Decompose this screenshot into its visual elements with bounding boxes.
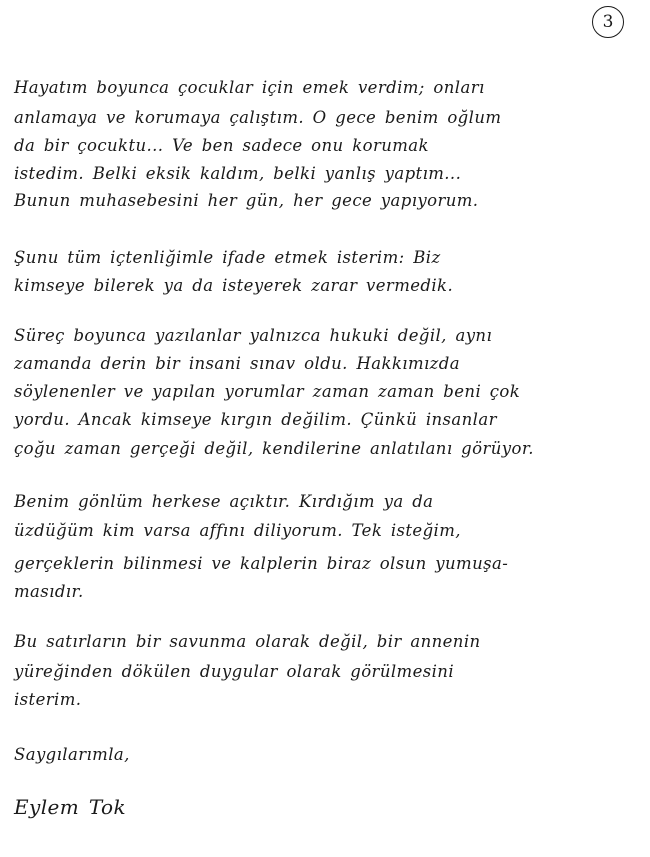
letter-line: Şunu tüm içtenliğimle ifade etmek isterim: Biz — [14, 248, 441, 267]
letter-line: istedim. Belki eksik kaldım, belki yanlış yaptım... — [14, 164, 462, 183]
closing-salutation: Saygılarımla, — [14, 745, 130, 764]
letter-line: Bunun muhasebesini her gün, her gece yapıyorum. — [14, 191, 479, 210]
letter-line: zamanda derin bir insani sınav oldu. Hakkımızda — [14, 354, 460, 373]
letter-line: masıdır. — [14, 582, 84, 601]
signature: Eylem Tok — [14, 795, 127, 819]
letter-line: da bir çocuktu... Ve ben sadece onu korumak — [14, 136, 429, 155]
letter-line: yüreğinden dökülen duygular olarak görülmesini — [14, 662, 455, 681]
letter-line: üzdüğüm kim varsa affını diliyorum. Tek isteğim, — [14, 521, 461, 540]
letter-line: Benim gönlüm herkese açıktır. Kırdığım ya da — [14, 492, 434, 511]
letter-line: kimseye bilerek ya da isteyerek zarar vermedik. — [14, 276, 454, 295]
page-number: 3 — [592, 6, 624, 38]
letter-line: isterim. — [14, 690, 82, 709]
letter-line: çoğu zaman gerçeği değil, kendilerine anlatılanı görüyor. — [14, 439, 534, 458]
letter-line: Hayatım boyunca çocuklar için emek verdim; onları — [14, 78, 485, 97]
letter-line: gerçeklerin bilinmesi ve kalplerin biraz olsun yumuşa- — [14, 554, 509, 573]
letter-line: anlamaya ve korumaya çalıştım. O gece benim oğlum — [14, 108, 502, 127]
letter-line: yordu. Ancak kimseye kırgın değilim. Çünkü insanlar — [14, 410, 497, 429]
letter-line: söylenenler ve yapılan yorumlar zaman zaman beni çok — [14, 382, 521, 401]
letter-line: Bu satırların bir savunma olarak değil, bir annenin — [14, 632, 481, 651]
letter-line: Süreç boyunca yazılanlar yalnızca hukuki değil, aynı — [14, 326, 493, 345]
